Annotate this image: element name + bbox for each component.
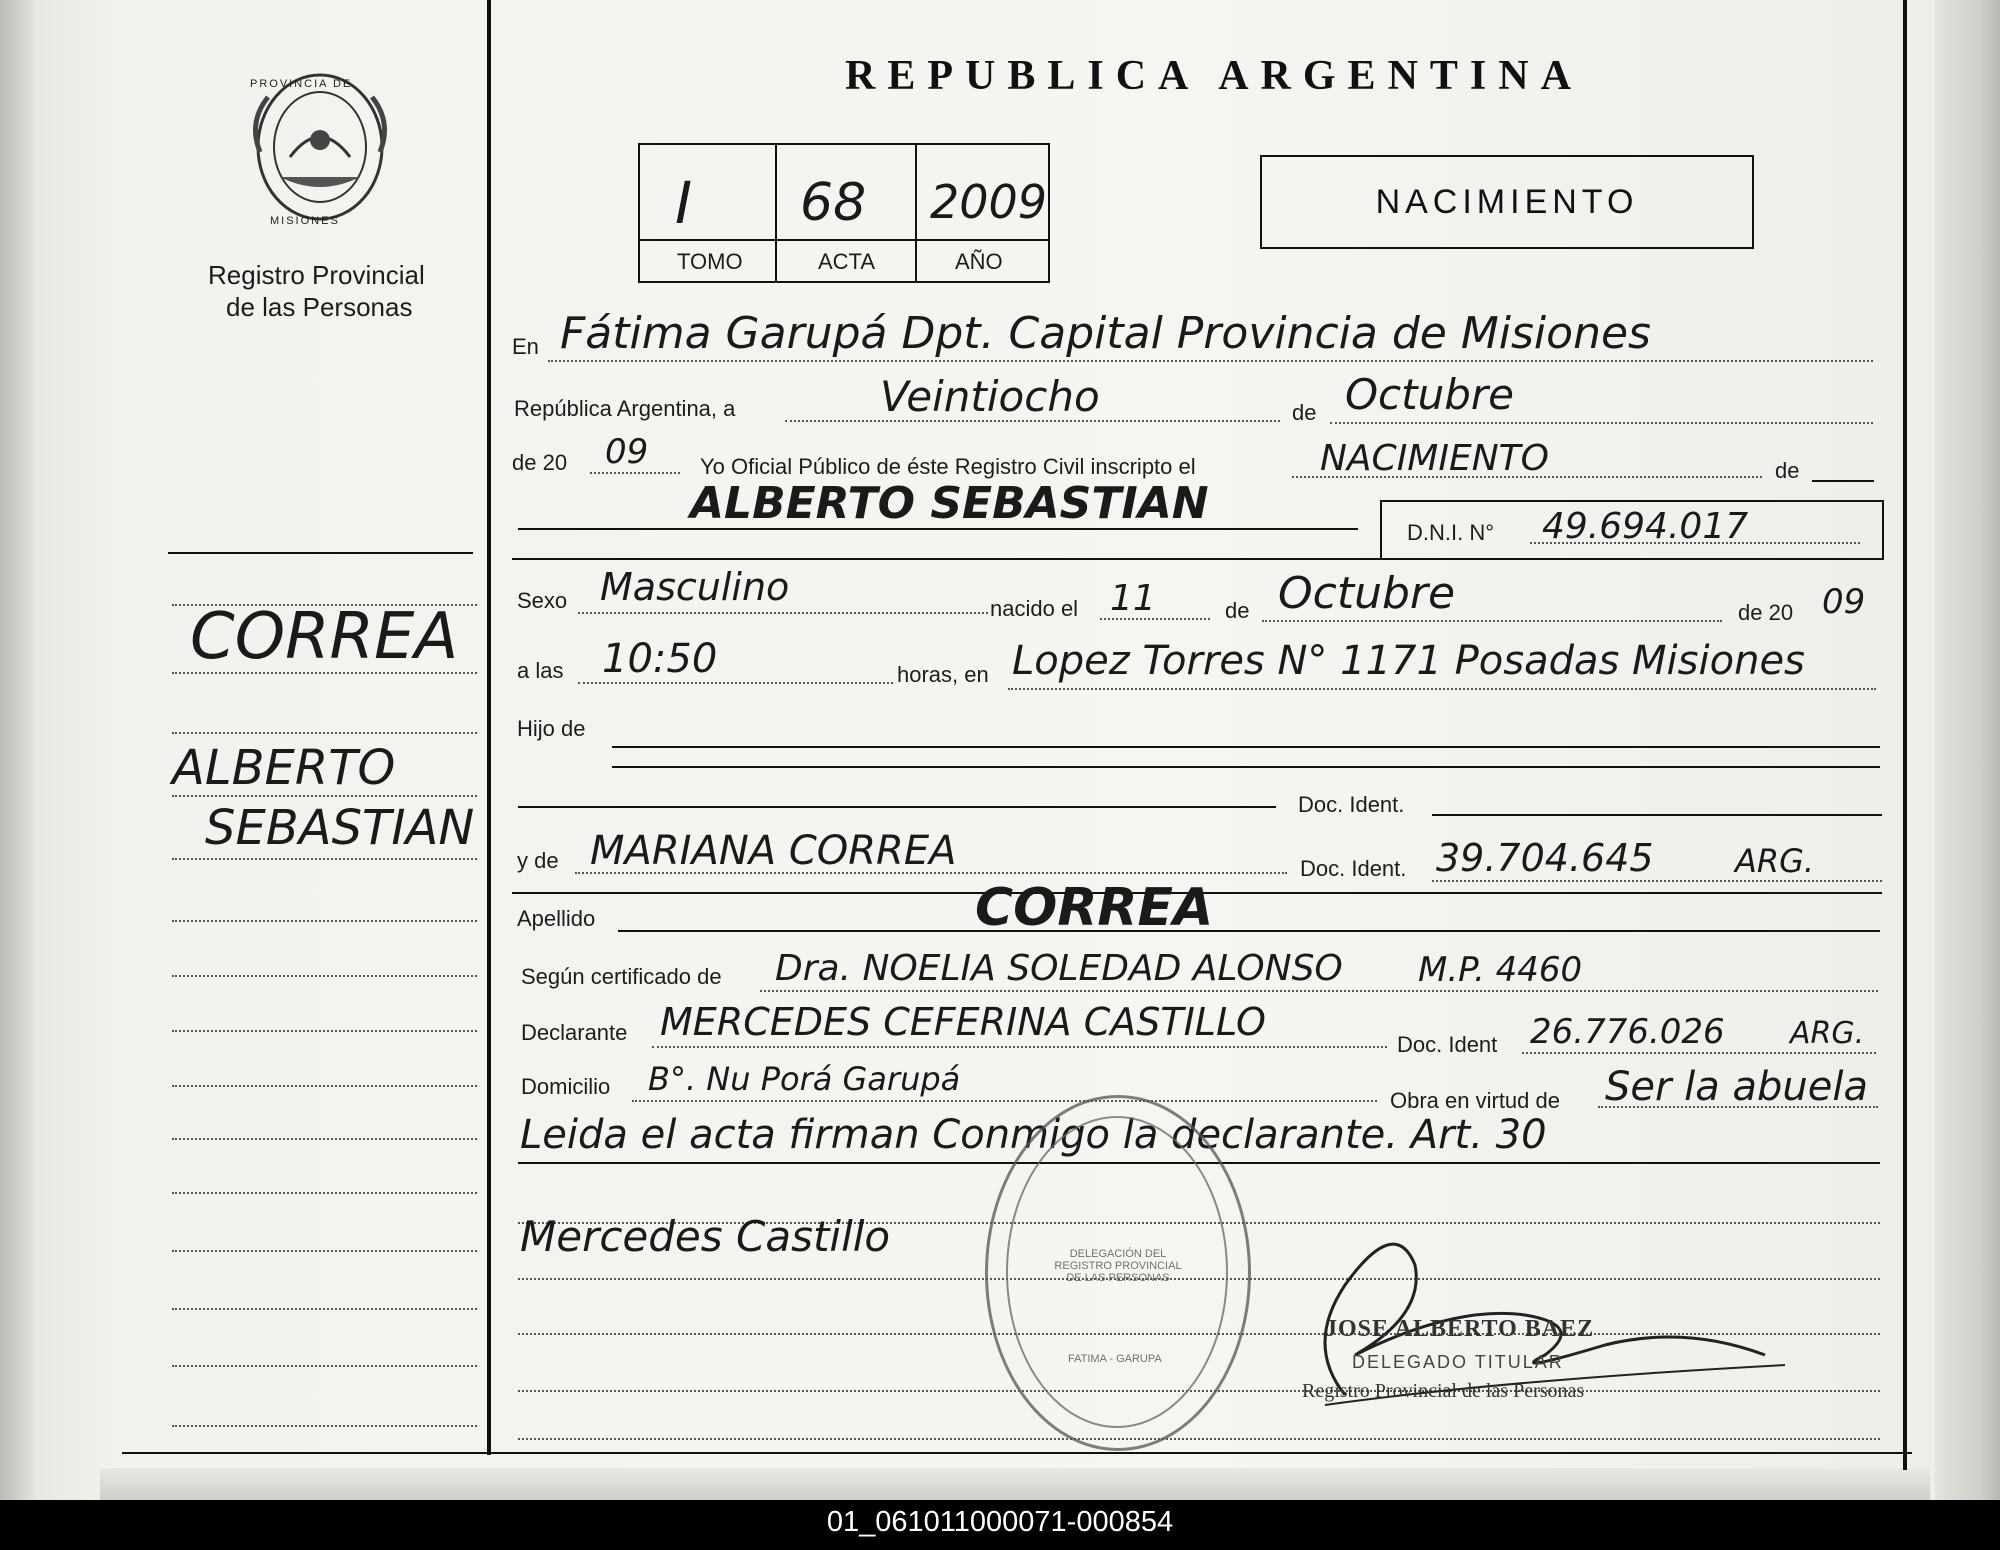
page-bottom-edge bbox=[100, 1468, 1930, 1500]
bottom-border bbox=[122, 1452, 1912, 1454]
line-domicilio bbox=[632, 1100, 1377, 1102]
label-de-nacido-mes: de bbox=[1225, 598, 1250, 623]
label-declarante: Declarante bbox=[521, 1020, 628, 1045]
line-de-end bbox=[1812, 480, 1874, 482]
line-padre bbox=[518, 806, 1276, 808]
value-madre: MARIANA CORREA bbox=[590, 828, 957, 874]
act-type-box: NACIMIENTO bbox=[1260, 155, 1754, 249]
label-sexo: Sexo bbox=[517, 588, 568, 613]
blank-line bbox=[518, 1438, 1880, 1440]
dni-box bbox=[1380, 500, 1884, 560]
line-madre-doc bbox=[1432, 880, 1882, 882]
label-y-de: y de bbox=[517, 848, 559, 873]
value-matricula: M.P. 4460 bbox=[1418, 950, 1583, 990]
tomo-value: I bbox=[675, 169, 693, 237]
value-nacido-mes: Octubre bbox=[1278, 568, 1456, 619]
line-certificado bbox=[760, 990, 1878, 992]
value-declarante-doc: 26.776.026 bbox=[1530, 1012, 1725, 1052]
label-apellido: Apellido bbox=[517, 906, 596, 931]
line-padre-doc bbox=[1432, 814, 1882, 816]
tomo-label: TOMO bbox=[677, 249, 743, 274]
label-doc-ident-madre: Doc. Ident. bbox=[1300, 856, 1407, 881]
label-de20-nacido: de 20 bbox=[1738, 600, 1794, 625]
value-nacido-anio: 09 bbox=[1822, 582, 1866, 622]
line-hijo bbox=[612, 746, 1880, 748]
value-domicilio: B°. Nu Porá Garupá bbox=[648, 1060, 961, 1098]
value-madre-doc: 39.704.645 bbox=[1436, 836, 1654, 880]
margin-line bbox=[172, 1192, 477, 1194]
label-a-las: a las bbox=[517, 658, 564, 683]
section-rule bbox=[512, 558, 1880, 560]
margin-line bbox=[172, 1250, 477, 1252]
label-de-mes: de bbox=[1292, 400, 1317, 425]
registration-box bbox=[638, 143, 1050, 283]
label-dni: D.N.I. N° bbox=[1407, 520, 1495, 545]
margin-line bbox=[172, 975, 477, 977]
margin-given-name-1: ALBERTO bbox=[172, 740, 396, 796]
anio-value: 2009 bbox=[930, 175, 1048, 229]
value-hora: 10:50 bbox=[602, 636, 718, 682]
margin-line bbox=[172, 732, 477, 734]
anio-label: AÑO bbox=[955, 249, 1003, 274]
line-hora bbox=[578, 682, 893, 684]
declarant-signature: Mercedes Castillo bbox=[520, 1212, 891, 1261]
line-lugar bbox=[548, 360, 1873, 362]
value-anio: 09 bbox=[605, 432, 649, 472]
line-sexo bbox=[578, 612, 988, 614]
value-leida: Leida el acta firman Conmigo la declarante. Art. 30 bbox=[520, 1112, 1547, 1158]
label-doc-ident-declarante: Doc. Ident bbox=[1397, 1032, 1498, 1057]
label-doc-ident: Doc. Ident. bbox=[1298, 792, 1405, 817]
stamp-text: DELEGACIÓN DEL REGISTRO PROVINCIAL DE LAS PERSONAS bbox=[1054, 1248, 1182, 1284]
margin-line bbox=[172, 1365, 477, 1367]
margin-top-rule bbox=[168, 552, 473, 554]
emblem-bottom-text: MISIONES bbox=[270, 215, 340, 227]
registry-name-line2: de las Personas bbox=[226, 292, 413, 322]
acta-value: 68 bbox=[800, 173, 867, 233]
margin-surname: CORREA bbox=[190, 600, 459, 674]
value-dni: 49.694.017 bbox=[1542, 506, 1749, 547]
label-domicilio: Domicilio bbox=[521, 1074, 611, 1099]
value-declarante: MERCEDES CEFERINA CASTILLO bbox=[660, 1000, 1266, 1044]
margin-line bbox=[172, 1138, 477, 1140]
line-anio bbox=[590, 472, 680, 474]
official-name: JOSE ALBERTO BAEZ bbox=[1325, 1316, 1595, 1342]
official-office: Registro Provincial de las Personas bbox=[1302, 1380, 1585, 1402]
stamp-bottom-text: FATIMA - GARUPA bbox=[1068, 1353, 1162, 1365]
emblem-top-text: PROVINCIA DE bbox=[250, 78, 353, 90]
label-horas: horas, en bbox=[897, 662, 989, 687]
value-certificado: Dra. NOELIA SOLEDAD ALONSO bbox=[775, 948, 1343, 989]
line-hijo-2 bbox=[612, 766, 1880, 768]
margin-line bbox=[172, 1308, 477, 1310]
margin-given-name-2: SEBASTIAN bbox=[205, 800, 475, 856]
page-left-edge bbox=[0, 0, 34, 1500]
official-title: DELEGADO TITULAR bbox=[1352, 1352, 1564, 1372]
line-apellido bbox=[618, 930, 1880, 932]
official-stamp bbox=[985, 1095, 1251, 1451]
value-inscripto: NACIMIENTO bbox=[1320, 438, 1549, 479]
value-lugar-nac: Lopez Torres N° 1171 Posadas Misiones bbox=[1012, 638, 1805, 684]
value-mes: Octubre bbox=[1345, 370, 1515, 419]
page-right-edge bbox=[1935, 0, 2000, 1500]
label-hijo: Hijo de bbox=[517, 716, 586, 741]
value-madre-doc-pais: ARG. bbox=[1735, 842, 1815, 880]
line-mes bbox=[1330, 422, 1873, 424]
registry-name-line1: Registro Provincial bbox=[208, 260, 425, 290]
margin-line bbox=[172, 858, 477, 860]
label-de20: de 20 bbox=[512, 450, 568, 475]
left-column-divider bbox=[487, 0, 491, 1455]
margin-line bbox=[172, 1425, 477, 1427]
label-en: En bbox=[512, 334, 539, 359]
value-apellido: CORREA bbox=[975, 878, 1214, 938]
line-declarante bbox=[652, 1046, 1387, 1048]
margin-line bbox=[172, 1030, 477, 1032]
value-nacido-dia: 11 bbox=[1110, 578, 1156, 619]
label-segun: Según certificado de bbox=[521, 964, 722, 989]
value-lugar: Fátima Garupá Dpt. Capital Provincia de Misiones bbox=[560, 308, 1651, 359]
line-lugar-nac bbox=[1008, 688, 1876, 690]
registration-labels-row bbox=[640, 239, 1048, 283]
label-obra: Obra en virtud de bbox=[1390, 1088, 1560, 1113]
acta-label: ACTA bbox=[818, 249, 876, 274]
image-caption: 01_061011000071-000854 bbox=[826, 1506, 1174, 1538]
label-republica: República Argentina, a bbox=[514, 396, 736, 421]
margin-line bbox=[172, 920, 477, 922]
value-nombre: ALBERTO SEBASTIAN bbox=[690, 478, 1209, 529]
document-title: REPUBLICA ARGENTINA bbox=[845, 53, 1583, 99]
label-nacido: nacido el bbox=[990, 596, 1079, 621]
value-obra: Ser la abuela bbox=[1605, 1064, 1868, 1110]
value-dia-letras: Veintiocho bbox=[880, 372, 1100, 421]
value-sexo: Masculino bbox=[600, 565, 790, 609]
label-oficial: Yo Oficial Público de éste Registro Civil inscripto el bbox=[700, 454, 1196, 479]
value-declarante-pais: ARG. bbox=[1790, 1016, 1865, 1051]
line-declarante-doc bbox=[1522, 1052, 1876, 1054]
label-de-nombre: de bbox=[1775, 458, 1800, 483]
line-nacido-mes bbox=[1262, 620, 1722, 622]
right-border bbox=[1903, 0, 1907, 1470]
margin-line bbox=[172, 1085, 477, 1087]
